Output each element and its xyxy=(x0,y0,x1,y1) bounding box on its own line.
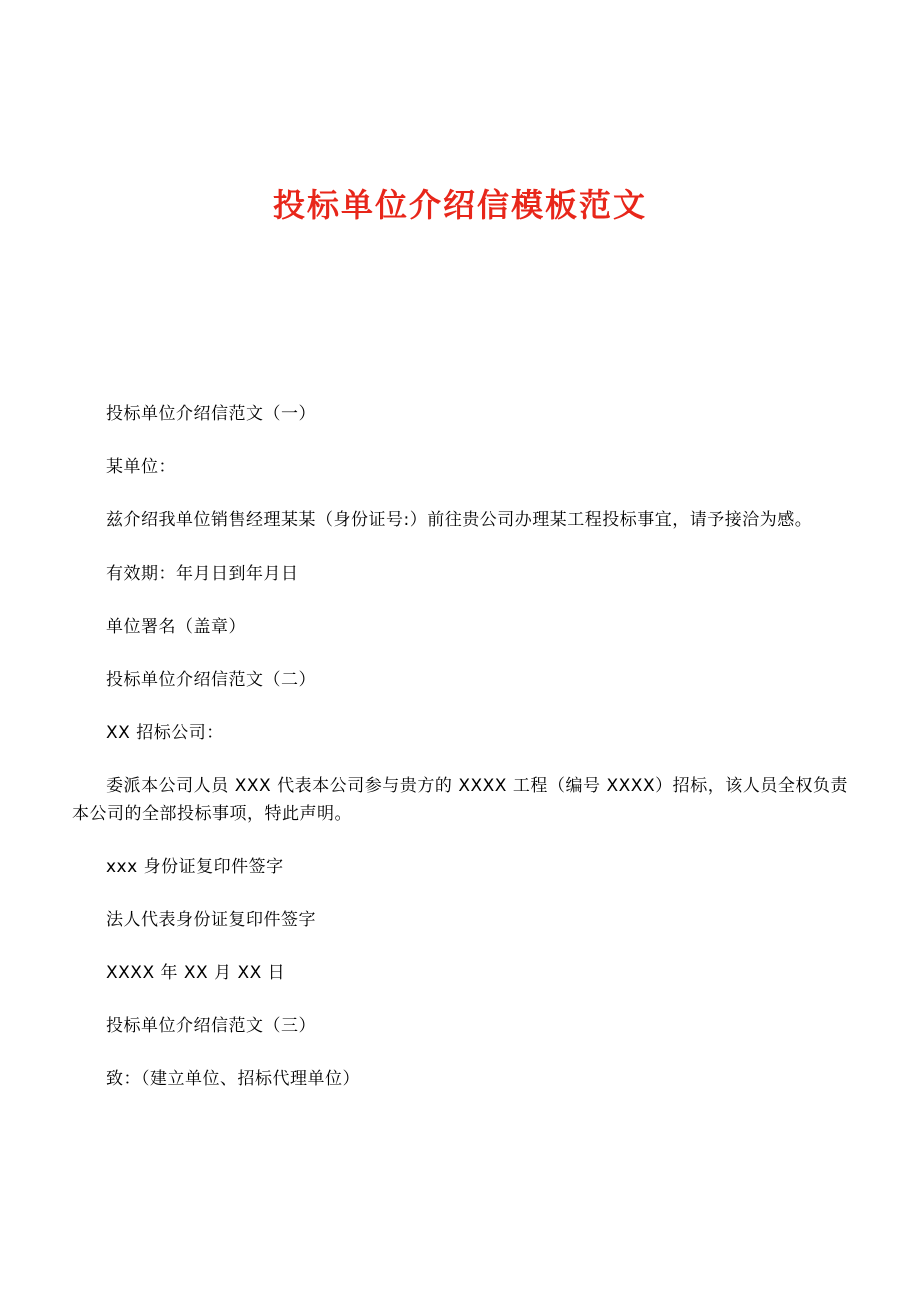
document-paragraph: XX 招标公司： xyxy=(106,722,224,743)
document-paragraph: 法人代表身份证复印件签字 xyxy=(106,909,316,930)
document-paragraph: XXXX 年 XX 月 XX 日 xyxy=(106,962,286,983)
document-paragraph: 投标单位介绍信范文（三） xyxy=(106,1015,316,1036)
document-paragraph: xxx 身份证复印件签字 xyxy=(106,856,284,877)
document-paragraph: 致：（建立单位、招标代理单位） xyxy=(106,1069,360,1089)
document-paragraph: 某单位： xyxy=(106,457,176,478)
document-paragraph: 兹介绍我单位销售经理某某（身份证号:）前往贵公司办理某工程投标事宜，请予接洽为感。 xyxy=(106,510,813,531)
document-paragraph: 有效期：年月日到年月日 xyxy=(106,563,299,584)
document-paragraph: 投标单位介绍信范文（一） xyxy=(106,404,316,425)
document-body xyxy=(72,400,848,1093)
document-paragraph: 单位署名（盖章） xyxy=(106,616,246,637)
page-title: 投标单位介绍信模板范文 xyxy=(272,186,647,224)
document-paragraph: 投标单位介绍信范文（二） xyxy=(106,669,316,690)
document-paragraph: 委派本公司人员 XXX 代表本公司参与贵方的 XXXX 工程（编号 XXXX）招标，该人员全权负责本公司的全部投标事项，特此声明。 xyxy=(72,775,848,824)
